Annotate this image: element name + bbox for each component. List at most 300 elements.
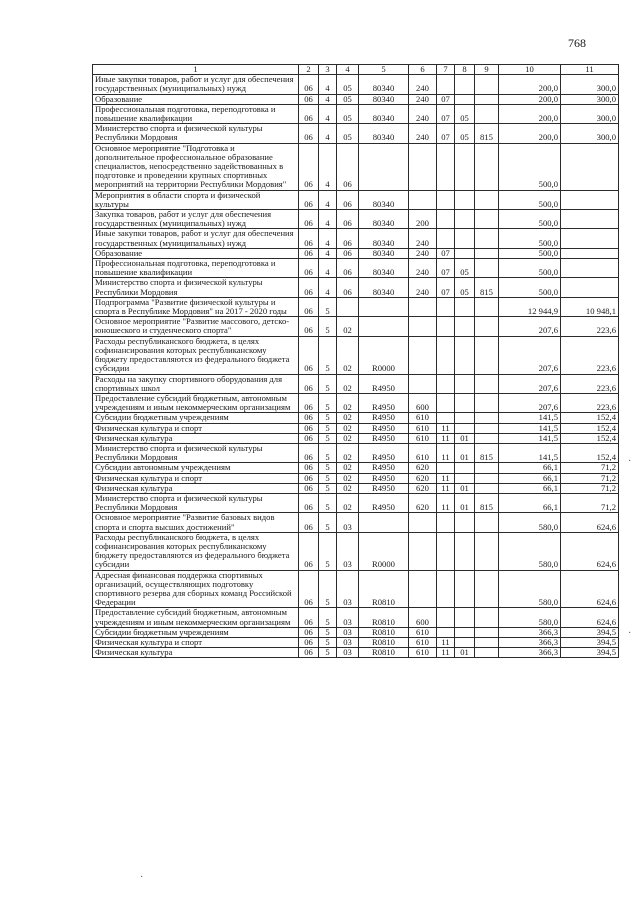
table-cell: 815 bbox=[475, 443, 499, 462]
table-cell: R4950 bbox=[359, 423, 409, 433]
table-cell: 152,4 bbox=[561, 433, 619, 443]
table-cell: 07 bbox=[437, 104, 455, 123]
row-name-cell: Расходы республиканского бюджета, в целях софинансирования которых республиканскому бюджету предоставляются из федерального бюджета субсидии bbox=[93, 532, 299, 570]
table-cell bbox=[455, 336, 475, 374]
table-cell: 02 bbox=[337, 317, 359, 336]
table-cell: 141,5 bbox=[499, 423, 561, 433]
table-cell: 01 bbox=[455, 433, 475, 443]
table-cell bbox=[455, 393, 475, 412]
table-cell bbox=[455, 75, 475, 94]
table-cell: 200,0 bbox=[499, 94, 561, 104]
table-cell: 610 bbox=[409, 637, 437, 647]
table-cell: 500,0 bbox=[499, 210, 561, 229]
row-name-cell: Иные закупки товаров, работ и услуг для обеспечения государственных (муниципальных) нужд bbox=[93, 75, 299, 94]
table-cell: 5 bbox=[319, 473, 337, 483]
table-cell: 06 bbox=[299, 248, 319, 258]
table-cell bbox=[437, 413, 455, 423]
row-name-cell: Основное мероприятие "Развитие массового, детско-юношеского и студенческого спорта" bbox=[93, 317, 299, 336]
row-name-cell: Расходы республиканского бюджета, в целях софинансирования которых республиканскому бюджету предоставляются из федерального бюджета субсидии bbox=[93, 336, 299, 374]
table-cell: 5 bbox=[319, 297, 337, 316]
table-cell: 200 bbox=[409, 210, 437, 229]
table-cell: 152,4 bbox=[561, 443, 619, 462]
table-row bbox=[93, 423, 619, 433]
table-cell: 06 bbox=[299, 570, 319, 608]
header-row bbox=[93, 65, 619, 75]
table-row bbox=[93, 608, 619, 627]
row-name-cell: Основное мероприятие "Развитие базовых видов спорта и спорта высших достижений" bbox=[93, 513, 299, 532]
row-name-cell: Расходы на закупку спортивного оборудования для спортивных школ bbox=[93, 374, 299, 393]
table-cell: 71,2 bbox=[561, 483, 619, 493]
table-cell bbox=[359, 513, 409, 532]
table-cell bbox=[455, 608, 475, 627]
table-cell: 500,0 bbox=[499, 259, 561, 278]
table-cell: 620 bbox=[409, 473, 437, 483]
table-cell bbox=[475, 259, 499, 278]
table-cell: 11 bbox=[437, 443, 455, 462]
table-cell bbox=[475, 75, 499, 94]
table-cell bbox=[437, 374, 455, 393]
table-cell: 4 bbox=[319, 104, 337, 123]
column-header: 9 bbox=[475, 65, 499, 75]
table-cell: 05 bbox=[337, 75, 359, 94]
table-cell: 01 bbox=[455, 443, 475, 462]
table-cell bbox=[455, 190, 475, 209]
table-cell: 620 bbox=[409, 483, 437, 493]
table-cell: 80340 bbox=[359, 210, 409, 229]
table-row bbox=[93, 393, 619, 412]
table-cell: 06 bbox=[299, 473, 319, 483]
table-cell: 223,6 bbox=[561, 317, 619, 336]
row-name-cell: Адресная финансовая поддержка спортивных организаций, осуществляющих подготовку спортивного резерва для сборных команд Российской Федерации bbox=[93, 570, 299, 608]
table-cell: 06 bbox=[337, 259, 359, 278]
table-cell bbox=[455, 513, 475, 532]
table-cell bbox=[409, 336, 437, 374]
table-cell: 02 bbox=[337, 463, 359, 473]
table-cell: 500,0 bbox=[499, 229, 561, 248]
table-cell: 200,0 bbox=[499, 104, 561, 123]
table-cell: 5 bbox=[319, 637, 337, 647]
table-cell: 610 bbox=[409, 648, 437, 658]
row-name-cell: Профессиональная подготовка, переподготовка и повышение квалификации bbox=[93, 259, 299, 278]
table-row bbox=[93, 648, 619, 658]
table-cell bbox=[475, 433, 499, 443]
table-row bbox=[93, 210, 619, 229]
table-row bbox=[93, 493, 619, 512]
table-cell: 240 bbox=[409, 94, 437, 104]
table-cell bbox=[409, 374, 437, 393]
table-cell: 4 bbox=[319, 75, 337, 94]
table-cell: 66,1 bbox=[499, 493, 561, 512]
table-cell: 4 bbox=[319, 143, 337, 190]
row-name-cell: Физическая культура и спорт bbox=[93, 473, 299, 483]
table-cell: 02 bbox=[337, 493, 359, 512]
table-cell bbox=[455, 94, 475, 104]
table-cell: 80340 bbox=[359, 124, 409, 143]
table-cell: 5 bbox=[319, 317, 337, 336]
table-row bbox=[93, 513, 619, 532]
table-cell: 5 bbox=[319, 463, 337, 473]
table-cell: 06 bbox=[299, 627, 319, 637]
table-cell bbox=[437, 532, 455, 570]
table-cell: 06 bbox=[299, 336, 319, 374]
table-cell bbox=[475, 532, 499, 570]
table-cell: 141,5 bbox=[499, 433, 561, 443]
table-cell bbox=[475, 336, 499, 374]
column-header: 4 bbox=[337, 65, 359, 75]
table-cell: 66,1 bbox=[499, 483, 561, 493]
row-name-cell: Профессиональная подготовка, переподготовка и повышение квалификации bbox=[93, 104, 299, 123]
margin-mark: · bbox=[140, 872, 144, 883]
table-cell: 240 bbox=[409, 104, 437, 123]
table-cell: 01 bbox=[455, 648, 475, 658]
row-name-cell: Физическая культура bbox=[93, 648, 299, 658]
table-cell: 05 bbox=[337, 104, 359, 123]
table-cell: 07 bbox=[437, 94, 455, 104]
table-cell: 06 bbox=[337, 210, 359, 229]
table-cell: 207,6 bbox=[499, 393, 561, 412]
table-cell: 610 bbox=[409, 627, 437, 637]
table-cell: R4950 bbox=[359, 473, 409, 483]
table-cell: 05 bbox=[455, 124, 475, 143]
table-cell bbox=[475, 374, 499, 393]
table-cell: 11 bbox=[437, 648, 455, 658]
table-cell: 02 bbox=[337, 336, 359, 374]
table-row bbox=[93, 317, 619, 336]
table-cell: 394,5 bbox=[561, 648, 619, 658]
row-name-cell: Физическая культура bbox=[93, 433, 299, 443]
table-cell: 12 944,9 bbox=[499, 297, 561, 316]
table-row bbox=[93, 570, 619, 608]
table-cell: 500,0 bbox=[499, 143, 561, 190]
table-cell: 4 bbox=[319, 259, 337, 278]
table-cell: 06 bbox=[299, 94, 319, 104]
row-name-cell: Физическая культура и спорт bbox=[93, 637, 299, 647]
row-name-cell: Министерство спорта и физической культуры Республики Мордовия bbox=[93, 278, 299, 297]
table-cell: 71,2 bbox=[561, 493, 619, 512]
table-cell: 152,4 bbox=[561, 423, 619, 433]
table-cell: 03 bbox=[337, 627, 359, 637]
table-cell: 394,5 bbox=[561, 627, 619, 637]
table-cell bbox=[437, 210, 455, 229]
table-cell: 06 bbox=[299, 143, 319, 190]
table-cell: R0810 bbox=[359, 570, 409, 608]
table-cell: 207,6 bbox=[499, 374, 561, 393]
table-cell: 4 bbox=[319, 190, 337, 209]
table-cell: R0810 bbox=[359, 627, 409, 637]
table-row bbox=[93, 143, 619, 190]
table-cell: 500,0 bbox=[499, 190, 561, 209]
table-cell bbox=[455, 423, 475, 433]
row-name-cell: Подпрограмма "Развитие физической культуры и спорта в Республике Мордовия" на 2017 - 2020 годы bbox=[93, 297, 299, 316]
table-cell: 5 bbox=[319, 608, 337, 627]
table-cell bbox=[437, 608, 455, 627]
table-cell bbox=[475, 463, 499, 473]
row-name-cell: Предоставление субсидий бюджетным, автономным учреждениям и иным некоммерческим организациям bbox=[93, 608, 299, 627]
table-cell: 06 bbox=[299, 532, 319, 570]
table-cell bbox=[409, 513, 437, 532]
table-cell: 240 bbox=[409, 124, 437, 143]
table-row bbox=[93, 104, 619, 123]
table-cell bbox=[475, 94, 499, 104]
table-cell bbox=[455, 297, 475, 316]
table-cell bbox=[475, 513, 499, 532]
table-cell: 03 bbox=[337, 513, 359, 532]
table-cell: 300,0 bbox=[561, 94, 619, 104]
table-cell: 06 bbox=[299, 124, 319, 143]
table-cell bbox=[561, 190, 619, 209]
table-cell bbox=[455, 210, 475, 229]
table-cell: 240 bbox=[409, 259, 437, 278]
table-cell: 06 bbox=[299, 259, 319, 278]
table-row bbox=[93, 336, 619, 374]
table-cell: 80340 bbox=[359, 190, 409, 209]
table-cell bbox=[561, 278, 619, 297]
table-cell: 5 bbox=[319, 393, 337, 412]
column-header: 8 bbox=[455, 65, 475, 75]
table-cell bbox=[409, 297, 437, 316]
table-cell: 66,1 bbox=[499, 473, 561, 483]
table-cell: 06 bbox=[299, 483, 319, 493]
table-cell bbox=[409, 190, 437, 209]
table-cell: 11 bbox=[437, 473, 455, 483]
table-cell: 240 bbox=[409, 248, 437, 258]
table-cell: R0810 bbox=[359, 648, 409, 658]
table-cell: 02 bbox=[337, 423, 359, 433]
table-cell: 02 bbox=[337, 413, 359, 423]
table-cell bbox=[561, 143, 619, 190]
table-cell bbox=[437, 143, 455, 190]
table-cell: 06 bbox=[299, 648, 319, 658]
table-cell: 06 bbox=[299, 443, 319, 462]
table-cell bbox=[455, 248, 475, 258]
table-cell: 06 bbox=[337, 229, 359, 248]
table-cell bbox=[455, 143, 475, 190]
table-cell: 02 bbox=[337, 483, 359, 493]
table-cell: 600 bbox=[409, 608, 437, 627]
table-cell bbox=[437, 297, 455, 316]
table-cell: 11 bbox=[437, 493, 455, 512]
table-cell: 05 bbox=[455, 278, 475, 297]
table-cell bbox=[409, 143, 437, 190]
row-name-cell: Субсидии бюджетным учреждениям bbox=[93, 413, 299, 423]
table-cell: 624,6 bbox=[561, 532, 619, 570]
table-row bbox=[93, 473, 619, 483]
table-cell bbox=[409, 532, 437, 570]
table-cell: 5 bbox=[319, 443, 337, 462]
table-cell: 610 bbox=[409, 413, 437, 423]
table-cell bbox=[455, 637, 475, 647]
table-cell bbox=[475, 413, 499, 423]
table-cell bbox=[561, 229, 619, 248]
table-cell bbox=[475, 104, 499, 123]
table-cell: 223,6 bbox=[561, 336, 619, 374]
table-cell: 4 bbox=[319, 278, 337, 297]
table-cell: 500,0 bbox=[499, 278, 561, 297]
table-cell: 80340 bbox=[359, 104, 409, 123]
table-cell bbox=[437, 229, 455, 248]
table-cell: 06 bbox=[299, 190, 319, 209]
table-cell bbox=[475, 608, 499, 627]
table-cell: 610 bbox=[409, 433, 437, 443]
table-cell: 580,0 bbox=[499, 513, 561, 532]
table-cell: 240 bbox=[409, 229, 437, 248]
table-cell: 01 bbox=[455, 493, 475, 512]
table-cell: 620 bbox=[409, 463, 437, 473]
table-cell bbox=[475, 229, 499, 248]
table-cell: 02 bbox=[337, 433, 359, 443]
table-cell bbox=[455, 413, 475, 423]
table-cell bbox=[359, 297, 409, 316]
table-row bbox=[93, 124, 619, 143]
table-cell: 610 bbox=[409, 443, 437, 462]
table-cell bbox=[455, 229, 475, 248]
table-cell: 80340 bbox=[359, 229, 409, 248]
table-cell bbox=[475, 248, 499, 258]
table-row bbox=[93, 374, 619, 393]
row-name-cell: Министерство спорта и физической культуры Республики Мордовия bbox=[93, 124, 299, 143]
table-cell bbox=[475, 648, 499, 658]
table-cell: 223,6 bbox=[561, 374, 619, 393]
table-cell: 5 bbox=[319, 336, 337, 374]
table-row bbox=[93, 278, 619, 297]
table-cell bbox=[437, 570, 455, 608]
table-cell: R4950 bbox=[359, 374, 409, 393]
table-cell: 71,2 bbox=[561, 473, 619, 483]
table-cell bbox=[359, 143, 409, 190]
table-cell bbox=[561, 248, 619, 258]
table-cell: 5 bbox=[319, 513, 337, 532]
table-cell: 06 bbox=[337, 248, 359, 258]
table-cell bbox=[561, 210, 619, 229]
column-header: 3 bbox=[319, 65, 337, 75]
table-cell: 394,5 bbox=[561, 637, 619, 647]
table-cell: 05 bbox=[337, 124, 359, 143]
table-cell: 06 bbox=[337, 143, 359, 190]
column-header: 11 bbox=[561, 65, 619, 75]
table-cell bbox=[475, 393, 499, 412]
table-row bbox=[93, 433, 619, 443]
margin-mark: · bbox=[628, 456, 632, 467]
table-cell: 4 bbox=[319, 124, 337, 143]
table-cell: 300,0 bbox=[561, 104, 619, 123]
table-cell: R4950 bbox=[359, 483, 409, 493]
table-cell: 03 bbox=[337, 637, 359, 647]
table-cell: 06 bbox=[299, 229, 319, 248]
table-cell: 5 bbox=[319, 483, 337, 493]
table-cell: 620 bbox=[409, 493, 437, 512]
table-cell: R4950 bbox=[359, 433, 409, 443]
table-cell: 366,3 bbox=[499, 637, 561, 647]
table-row bbox=[93, 443, 619, 462]
table-cell bbox=[437, 75, 455, 94]
table-cell: 03 bbox=[337, 648, 359, 658]
table-row bbox=[93, 259, 619, 278]
table-cell bbox=[561, 259, 619, 278]
table-cell bbox=[475, 423, 499, 433]
table-cell bbox=[359, 317, 409, 336]
table-cell: 02 bbox=[337, 473, 359, 483]
table-cell: R0810 bbox=[359, 608, 409, 627]
table-cell: 5 bbox=[319, 532, 337, 570]
margin-mark: · bbox=[628, 628, 632, 639]
table-cell bbox=[455, 473, 475, 483]
table-cell: 141,5 bbox=[499, 413, 561, 423]
table-cell bbox=[455, 532, 475, 570]
table-cell: 223,6 bbox=[561, 393, 619, 412]
table-cell bbox=[437, 513, 455, 532]
table-cell: 06 bbox=[299, 374, 319, 393]
table-cell: 5 bbox=[319, 413, 337, 423]
table-cell: R4950 bbox=[359, 413, 409, 423]
table-cell: 624,6 bbox=[561, 608, 619, 627]
table-cell: 06 bbox=[299, 493, 319, 512]
table-row bbox=[93, 413, 619, 423]
table-cell: 06 bbox=[299, 423, 319, 433]
table-cell: 06 bbox=[299, 393, 319, 412]
table-cell bbox=[475, 473, 499, 483]
table-cell: 4 bbox=[319, 229, 337, 248]
table-cell bbox=[409, 570, 437, 608]
table-cell: 07 bbox=[437, 248, 455, 258]
table-cell: 06 bbox=[337, 278, 359, 297]
table-row bbox=[93, 229, 619, 248]
table-cell: 152,4 bbox=[561, 413, 619, 423]
table-cell: 02 bbox=[337, 374, 359, 393]
table-row bbox=[93, 75, 619, 94]
table-cell: R0810 bbox=[359, 637, 409, 647]
table-cell: 5 bbox=[319, 374, 337, 393]
table-cell: 05 bbox=[455, 104, 475, 123]
table-cell: 06 bbox=[299, 637, 319, 647]
table-cell: 06 bbox=[299, 75, 319, 94]
table-cell: 366,3 bbox=[499, 627, 561, 637]
table-cell: 80340 bbox=[359, 94, 409, 104]
table-cell bbox=[475, 483, 499, 493]
table-cell bbox=[437, 317, 455, 336]
table-row bbox=[93, 248, 619, 258]
table-cell: 06 bbox=[299, 278, 319, 297]
row-name-cell: Министерство спорта и физической культуры Республики Мордовия bbox=[93, 493, 299, 512]
table-cell: 11 bbox=[437, 483, 455, 493]
table-cell: 5 bbox=[319, 433, 337, 443]
column-header: 2 bbox=[299, 65, 319, 75]
table-cell: 240 bbox=[409, 278, 437, 297]
row-name-cell: Основное мероприятие "Подготовка и дополнительное профессиональное образование специалистов, непосредственно задействованных в подготовке и проведении крупных спортивных мероприятий на территории Республики Мордовия" bbox=[93, 143, 299, 190]
table-cell: 580,0 bbox=[499, 532, 561, 570]
table-cell: 5 bbox=[319, 627, 337, 637]
table-cell bbox=[475, 143, 499, 190]
table-cell: 07 bbox=[437, 124, 455, 143]
table-cell bbox=[455, 317, 475, 336]
table-cell: 580,0 bbox=[499, 570, 561, 608]
table-cell: 11 bbox=[437, 423, 455, 433]
table-cell bbox=[475, 210, 499, 229]
row-name-cell: Физическая культура и спорт bbox=[93, 423, 299, 433]
table-cell: 300,0 bbox=[561, 75, 619, 94]
table-cell: 06 bbox=[299, 463, 319, 473]
table-cell bbox=[475, 627, 499, 637]
table-cell: 300,0 bbox=[561, 124, 619, 143]
row-name-cell: Закупка товаров, работ и услуг для обеспечения государственных (муниципальных) нужд bbox=[93, 210, 299, 229]
row-name-cell: Министерство спорта и физической культуры Республики Мордовия bbox=[93, 443, 299, 462]
table-cell: 624,6 bbox=[561, 570, 619, 608]
table-cell: 06 bbox=[299, 210, 319, 229]
table-row bbox=[93, 463, 619, 473]
row-name-cell: Иные закупки товаров, работ и услуг для обеспечения государственных (муниципальных) нужд bbox=[93, 229, 299, 248]
row-name-cell: Образование bbox=[93, 248, 299, 258]
table-cell: 66,1 bbox=[499, 463, 561, 473]
table-cell bbox=[409, 317, 437, 336]
